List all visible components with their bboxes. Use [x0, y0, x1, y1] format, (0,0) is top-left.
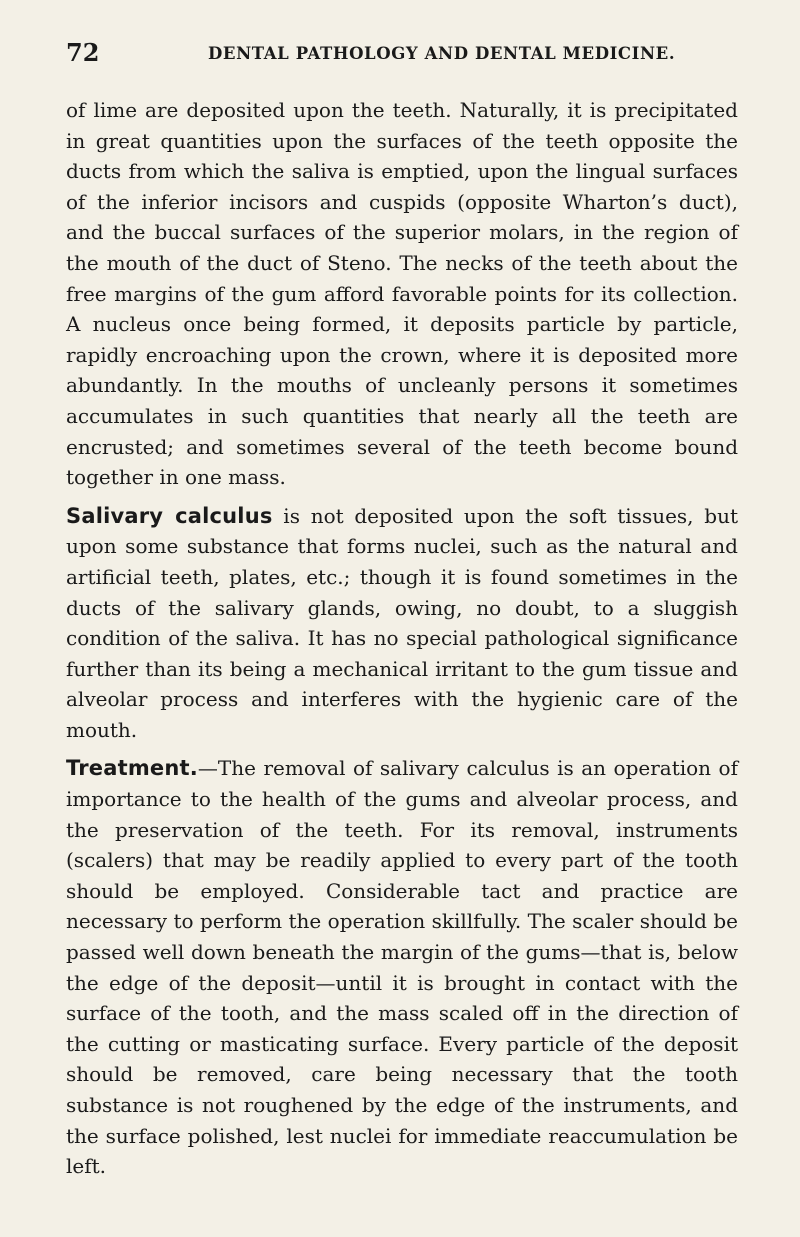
page-number: 72 [66, 38, 100, 67]
paragraph-text: of lime are deposited upon the teeth. Naturally, it is precipitated in great quantities upon the surfaces of the teeth opposite the ducts from which the saliva is emptied, upon the lingual surfaces of the inferior incisors and cuspids (opposite Wharton’s duct), and the buccal surfaces of the superior molars, in the region of the mouth of the duct of Steno. The necks of the teeth about the free margins of the gum afford favorable points for its collection. A nucleus once being formed, it deposits particle by particle, rapidly encroaching upon the crown, where it is deposited more abundantly. In the mouths of uncleanly persons it sometimes accumulates in such quantities that nearly all the teeth are encrusted; and sometimes several of the teeth become bound together in one mass. [66, 98, 738, 490]
running-head: DENTAL PATHOLOGY AND DENTAL MEDICINE. [208, 44, 676, 63]
body-text [66, 95, 738, 1182]
paragraph-salivary-calculus [66, 501, 738, 746]
paragraph-treatment [66, 753, 738, 1181]
page-header [66, 38, 736, 68]
section-heading-treatment: Treatment. [66, 756, 198, 781]
paragraph-lime-deposits [66, 95, 738, 493]
paragraph-text: —The removal of salivary calculus is an operation of importance to the health of the gums and alveolar process, and the preservation of the teeth. For its removal, instruments (scalers) that may be readily applied to every part of the tooth should be employed. Considerable tact and practice are necessary to perform the operation skillfully. The scaler should be passed well down beneath the margin of the gums—that is, below the edge of the deposit—until it is brought in contact with the surface of the tooth, and the mass scaled off in the direction of the cutting or masticating surface. Every particle of the deposit should be removed, care being necessary that the tooth substance is not roughened by the edge of the instruments, and the surface polished, lest nuclei for immediate reaccumulation be left. [66, 756, 738, 1179]
paragraph-text: is not deposited upon the soft tissues, but upon some substance that forms nuclei, such as the natural and artificial teeth, plates, etc.; though it is found sometimes in the ducts of the salivary glands, owing, no doubt, to a sluggish condition of the saliva. It has no special pathological significance further than its being a mechanical irritant to the gum tissue and alveolar process and interferes with the hygienic care of the mouth. [66, 503, 738, 742]
section-heading-salivary-calculus: Salivary calculus [66, 503, 273, 528]
